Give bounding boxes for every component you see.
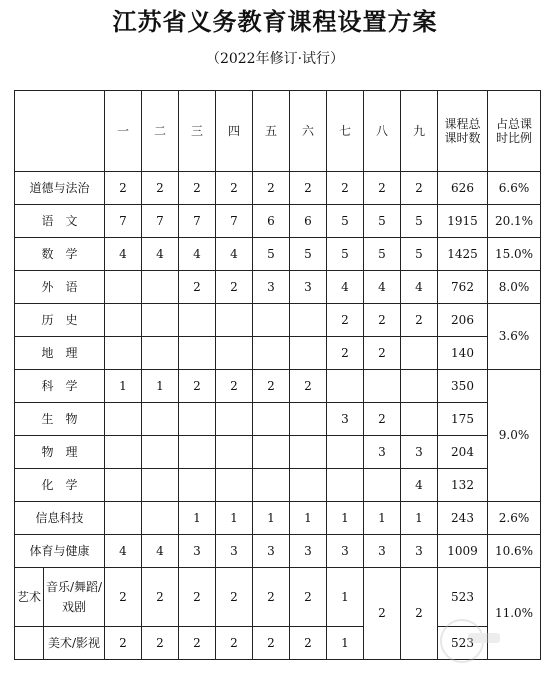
- watermark-bar: [468, 633, 500, 643]
- hours-cell: 1: [290, 502, 327, 535]
- subject-cell: 地 理: [15, 337, 105, 370]
- hours-cell: 4: [179, 238, 216, 271]
- hours-cell: 2: [327, 337, 364, 370]
- subject-cell: 科 学: [15, 370, 105, 403]
- total-cell: 523: [438, 568, 488, 627]
- hours-cell: 6: [290, 205, 327, 238]
- hours-cell: [216, 469, 253, 502]
- hours-cell: 2: [253, 172, 290, 205]
- total-cell: 243: [438, 502, 488, 535]
- total-hours-header-line: 课程总: [444, 116, 481, 131]
- hours-cell: [216, 436, 253, 469]
- hours-cell: [253, 403, 290, 436]
- hours-cell: [142, 304, 179, 337]
- hours-cell: [105, 304, 142, 337]
- hours-cell: [364, 469, 401, 502]
- hours-cell: 2: [364, 403, 401, 436]
- hours-cell: [290, 436, 327, 469]
- grade-header: 四: [216, 91, 253, 172]
- hours-cell: 3: [253, 535, 290, 568]
- table-row: [15, 535, 541, 568]
- hours-cell: 3: [253, 271, 290, 304]
- hours-cell: [142, 403, 179, 436]
- hours-cell: [327, 469, 364, 502]
- hours-cell: [105, 469, 142, 502]
- hours-cell: [401, 403, 438, 436]
- hours-cell: 7: [142, 205, 179, 238]
- hours-cell: 2: [290, 370, 327, 403]
- hours-cell: 2: [253, 627, 290, 660]
- hours-cell: 2: [401, 172, 438, 205]
- hours-cell: [327, 436, 364, 469]
- total-cell: 140: [438, 337, 488, 370]
- hours-cell: 4: [401, 271, 438, 304]
- grade-header: 八: [364, 91, 401, 172]
- hours-cell: 2: [179, 568, 216, 627]
- hours-cell: [401, 337, 438, 370]
- art-label-spacer: [15, 627, 44, 659]
- grade-header: 六: [290, 91, 327, 172]
- hours-cell: 2: [327, 172, 364, 205]
- hours-cell: 1: [253, 502, 290, 535]
- table-row: [15, 304, 541, 337]
- subject-cell: 历 史: [15, 304, 105, 337]
- hours-cell: [364, 370, 401, 403]
- total-cell: 350: [438, 370, 488, 403]
- art-sub-name-line: 戏剧: [61, 600, 86, 614]
- hours-cell: [290, 304, 327, 337]
- hours-cell: [179, 304, 216, 337]
- hours-cell: [142, 502, 179, 535]
- hours-cell: 3: [327, 403, 364, 436]
- hours-cell: 1: [179, 502, 216, 535]
- table-row: [15, 205, 541, 238]
- hours-cell: [179, 469, 216, 502]
- art-label: 艺术: [15, 568, 44, 626]
- table-row: [15, 238, 541, 271]
- table-row: [15, 370, 541, 403]
- hours-cell: 3: [401, 535, 438, 568]
- hours-cell: 5: [401, 238, 438, 271]
- total-cell: 1425: [438, 238, 488, 271]
- hours-cell: 7: [179, 205, 216, 238]
- header-row: [15, 91, 541, 172]
- ratio-cell: 2.6%: [488, 502, 541, 535]
- hours-cell: [142, 436, 179, 469]
- hours-cell: 2: [179, 627, 216, 660]
- hours-cell: 5: [290, 238, 327, 271]
- subject-cell: 生 物: [15, 403, 105, 436]
- total-cell: 626: [438, 172, 488, 205]
- total-cell: 175: [438, 403, 488, 436]
- hours-cell: [216, 403, 253, 436]
- hours-cell: 4: [142, 238, 179, 271]
- total-hours-header-line: 课时数: [444, 131, 481, 145]
- hours-cell: 2: [142, 627, 179, 660]
- subject-cell: 外 语: [15, 271, 105, 304]
- hours-cell: 2: [216, 627, 253, 660]
- table-row-art: [15, 568, 541, 627]
- hours-cell: 2: [216, 271, 253, 304]
- hours-cell: [290, 403, 327, 436]
- ratio-cell: 20.1%: [488, 205, 541, 238]
- total-cell: 523: [438, 627, 488, 660]
- hours-cell: 3: [290, 535, 327, 568]
- hours-cell: 2: [364, 568, 401, 660]
- hours-cell: 4: [364, 271, 401, 304]
- hours-cell: 2: [142, 172, 179, 205]
- hours-cell: [105, 337, 142, 370]
- table-row: [15, 271, 541, 304]
- hours-cell: 5: [364, 238, 401, 271]
- hours-cell: 2: [105, 172, 142, 205]
- hours-cell: [142, 337, 179, 370]
- table-row: [15, 436, 541, 469]
- subject-cell: 体育与健康: [15, 535, 105, 568]
- art-sub-name: [44, 568, 104, 626]
- total-cell: 204: [438, 436, 488, 469]
- ratio-header-line: 占总课: [495, 116, 532, 131]
- hours-cell: [179, 337, 216, 370]
- hours-cell: [327, 370, 364, 403]
- grade-header: 七: [327, 91, 364, 172]
- subject-cell: 道德与法治: [15, 172, 105, 205]
- hours-cell: 4: [327, 271, 364, 304]
- table-row: [15, 172, 541, 205]
- hours-cell: 7: [105, 205, 142, 238]
- hours-cell: 7: [216, 205, 253, 238]
- hours-cell: 2: [216, 172, 253, 205]
- hours-cell: 2: [253, 568, 290, 627]
- hours-cell: [105, 502, 142, 535]
- hours-cell: 1: [401, 502, 438, 535]
- total-hours-header: [438, 91, 488, 172]
- hours-cell: 3: [327, 535, 364, 568]
- hours-cell: 2: [327, 304, 364, 337]
- hours-cell: 6: [253, 205, 290, 238]
- art-subject-cell: [15, 568, 105, 627]
- total-cell: 762: [438, 271, 488, 304]
- hours-cell: 1: [105, 370, 142, 403]
- hours-cell: [179, 436, 216, 469]
- curriculum-table: [14, 90, 541, 660]
- grade-header: 二: [142, 91, 179, 172]
- table-row: [15, 469, 541, 502]
- hours-cell: [401, 370, 438, 403]
- subject-cell: 信息科技: [15, 502, 105, 535]
- hours-cell: 2: [364, 337, 401, 370]
- hours-cell: [253, 469, 290, 502]
- ratio-header: [488, 91, 541, 172]
- hours-cell: 3: [364, 436, 401, 469]
- hours-cell: 4: [105, 238, 142, 271]
- hours-cell: 1: [327, 627, 364, 660]
- hours-cell: 3: [290, 271, 327, 304]
- hours-cell: [216, 337, 253, 370]
- hours-cell: 2: [401, 568, 438, 660]
- hours-cell: 2: [179, 271, 216, 304]
- ratio-cell: 6.6%: [488, 172, 541, 205]
- subject-cell: 物 理: [15, 436, 105, 469]
- table-row: [15, 502, 541, 535]
- total-cell: 1009: [438, 535, 488, 568]
- ratio-cell: 11.0%: [488, 568, 541, 660]
- watermark-logo: [440, 619, 502, 661]
- ratio-cell: 15.0%: [488, 238, 541, 271]
- art-sub-name-line: 音乐/舞蹈/: [45, 580, 103, 594]
- hours-cell: 2: [364, 304, 401, 337]
- hours-cell: [290, 469, 327, 502]
- hours-cell: 1: [327, 568, 364, 627]
- hours-cell: 5: [253, 238, 290, 271]
- hours-cell: 3: [216, 535, 253, 568]
- hours-cell: [253, 337, 290, 370]
- grade-header: 九: [401, 91, 438, 172]
- ratio-cell: 3.6%: [488, 304, 541, 370]
- hours-cell: 3: [364, 535, 401, 568]
- table-row: [15, 337, 541, 370]
- page-subtitle: （2022年修订·试行）: [205, 51, 345, 67]
- subject-cell: 数 学: [15, 238, 105, 271]
- hours-cell: [216, 304, 253, 337]
- hours-cell: [290, 337, 327, 370]
- total-cell: 1915: [438, 205, 488, 238]
- hours-cell: 4: [105, 535, 142, 568]
- hours-cell: [253, 436, 290, 469]
- hours-cell: 4: [401, 469, 438, 502]
- hours-cell: 2: [364, 172, 401, 205]
- hours-cell: 5: [327, 205, 364, 238]
- hours-cell: 2: [179, 370, 216, 403]
- hours-cell: [179, 403, 216, 436]
- ratio-cell: 9.0%: [488, 370, 541, 502]
- hours-cell: 5: [401, 205, 438, 238]
- grade-header: 五: [253, 91, 290, 172]
- hours-cell: 2: [105, 568, 142, 627]
- hours-cell: 1: [327, 502, 364, 535]
- hours-cell: 2: [253, 370, 290, 403]
- hours-cell: [142, 271, 179, 304]
- hours-cell: 2: [179, 172, 216, 205]
- hours-cell: [105, 436, 142, 469]
- subject-cell: 语 文: [15, 205, 105, 238]
- hours-cell: 3: [179, 535, 216, 568]
- hours-cell: 2: [105, 627, 142, 660]
- art-sub-name: 美术/影视: [47, 635, 101, 650]
- ratio-cell: 10.6%: [488, 535, 541, 568]
- hours-cell: 3: [401, 436, 438, 469]
- hours-cell: 2: [290, 568, 327, 627]
- grade-header: 一: [105, 91, 142, 172]
- hours-cell: 2: [216, 370, 253, 403]
- page-title: 江苏省义务教育课程设置方案: [112, 8, 438, 36]
- hours-cell: 2: [216, 568, 253, 627]
- hours-cell: [105, 271, 142, 304]
- hours-cell: 5: [364, 205, 401, 238]
- grade-header: 三: [179, 91, 216, 172]
- hours-cell: 2: [142, 568, 179, 627]
- hours-cell: [142, 469, 179, 502]
- subject-cell: 化 学: [15, 469, 105, 502]
- hours-cell: 4: [142, 535, 179, 568]
- art-subject-cell: [15, 627, 105, 660]
- hours-cell: 1: [142, 370, 179, 403]
- hours-cell: 1: [364, 502, 401, 535]
- hours-cell: 4: [216, 238, 253, 271]
- total-cell: 206: [438, 304, 488, 337]
- total-cell: 132: [438, 469, 488, 502]
- hours-cell: 5: [327, 238, 364, 271]
- corner-cell: [15, 91, 105, 172]
- hours-cell: [253, 304, 290, 337]
- hours-cell: 2: [290, 172, 327, 205]
- ratio-header-line: 时比例: [495, 131, 532, 145]
- hours-cell: 2: [290, 627, 327, 660]
- hours-cell: 2: [401, 304, 438, 337]
- hours-cell: [105, 403, 142, 436]
- table-row: [15, 403, 541, 436]
- ratio-cell: 8.0%: [488, 271, 541, 304]
- hours-cell: 1: [216, 502, 253, 535]
